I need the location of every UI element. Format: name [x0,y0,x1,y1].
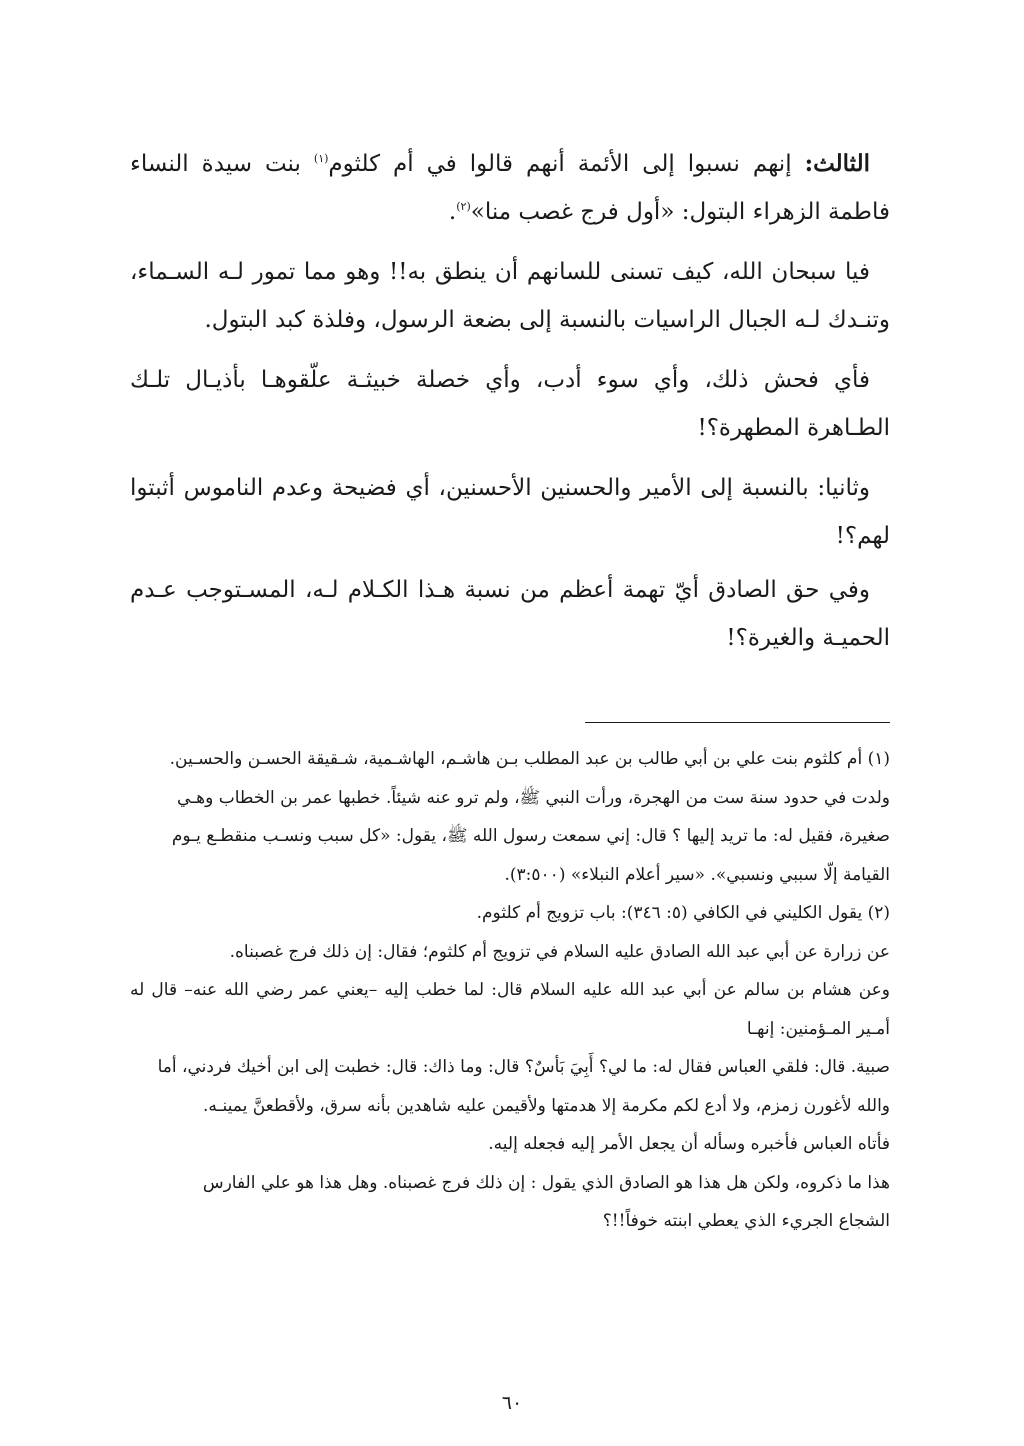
footnote-reference-1[interactable]: (١) [313,152,329,165]
page-number: ٦٠ [501,1392,523,1414]
paragraph-second-point: وثانيا: بالنسبة إلى الأمير والحسنين الأحسنين، أي فضيحة وعدم الناموس أثبتوا لهم؟! [130,475,890,549]
footnote-2-line: فأتاه العباس فأخبره وسأله أن يجعل الأمر إليه فجعله إليه. [488,1134,890,1154]
footnote-1-line: ولدت في حدود سنة ست من الهجرة، ورأت النبي ﷺ، ولم ترو عنه شيئاً. خطبها عمر بن الخطاب وهـي [176,787,890,808]
main-text [130,140,890,674]
footnote-2-line: الشجاع الجريء الذي يعطي ابنته خوفاً!!؟ [602,1211,890,1231]
footnote-2-line: هذا ما ذكروه، ولكن هل هذا هو الصادق الذي يقول : إن ذلك فرج غصبناه. وهل هذا هو علي الفارس [202,1172,890,1193]
footnotes-section [130,740,890,1241]
footnote-separator [585,722,890,723]
footnote-reference-2[interactable]: (٢) [456,200,471,213]
paragraph-third-point [130,140,890,236]
footnote-2-line: والله لأغورن زمزم، ولا أدع لكم مكرمة إلا هدمتها ولأقيمن عليه شاهدين بأنه سرق، ولأقطعنَّ يمينـه. [203,1095,890,1116]
footnote-2-line: (٢) يقول الكليني في الكافي (٥: ٣٤٦): باب تزويج أم كلثوم. [476,903,890,923]
paragraph-glorification: فيا سبحان الله، كيف تسنى للسانهم أن ينطق به!! وهو مما تمور لـه السـماء، وتنـدك لـه الجبال الراسيات بالنسبة إلى بضعة الرسول، وفلذة كبد البتول. [130,259,890,333]
paragraph-text: إنهم نسبوا إلى الأئمة أنهم قالوا في أم كلثوم [328,151,805,177]
footnote-1-line: صغيرة، فقيل له: ما تريد إليها ؟ قال: إني سمعت رسول الله ﷺ، يقول: «كل سبب ونسـب منقطـع يـوم [171,826,890,846]
paragraph-text-continued: بنت سيدة النساء فاطمة الزهراء البتول: «أول فرج غصب منا» [130,151,890,225]
paragraph-lead-label: الثالث: [804,150,871,177]
paragraph-end: . [448,199,457,225]
footnote-2-line: وعن هشام بن سالم عن أبي عبد الله عليه السلام قال: لما خطب إليه –يعني عمر رضي الله عنه– قال له أمـير المـؤمنين: إنهـا [130,980,890,1039]
footnote-1-line: (١) أم كلثوم بنت علي بن أبي طالب بن عبد المطلب بـن هاشـم، الهاشـمية، شـقيقة الحسـن والحسـين. [169,749,890,769]
footnote-2-line: صبية. قال: فلقي العباس فقال له: ما لي؟ أَبِيَ بَأسٌ؟ قال: وما ذاك: قال: خطبت إلى ابن أخيك فردني، أما [157,1057,890,1077]
paragraph-sadiq: وفي حق الصادق أيّ تهمة أعظم من نسبة هـذا الكـلام لـه، المسـتوجب عـدم الحميـة والغيرة؟! [130,577,890,651]
footnote-1-line: القيامة إلّا سببي ونسبي». «سير أعلام النبلاء» (٣:٥٠٠). [504,864,890,885]
footnote-2-line: عن زرارة عن أبي عبد الله الصادق عليه السلام في تزويج أم كلثوم؛ فقال: إن ذلك فرج غصبناه. [229,941,890,962]
paragraph-obscenity: فأي فحش ذلك، وأي سوء أدب، وأي خصلة خبيثـة علّقوهـا بأذيـال تلـك الطـاهرة المطهرة؟! [130,367,890,441]
